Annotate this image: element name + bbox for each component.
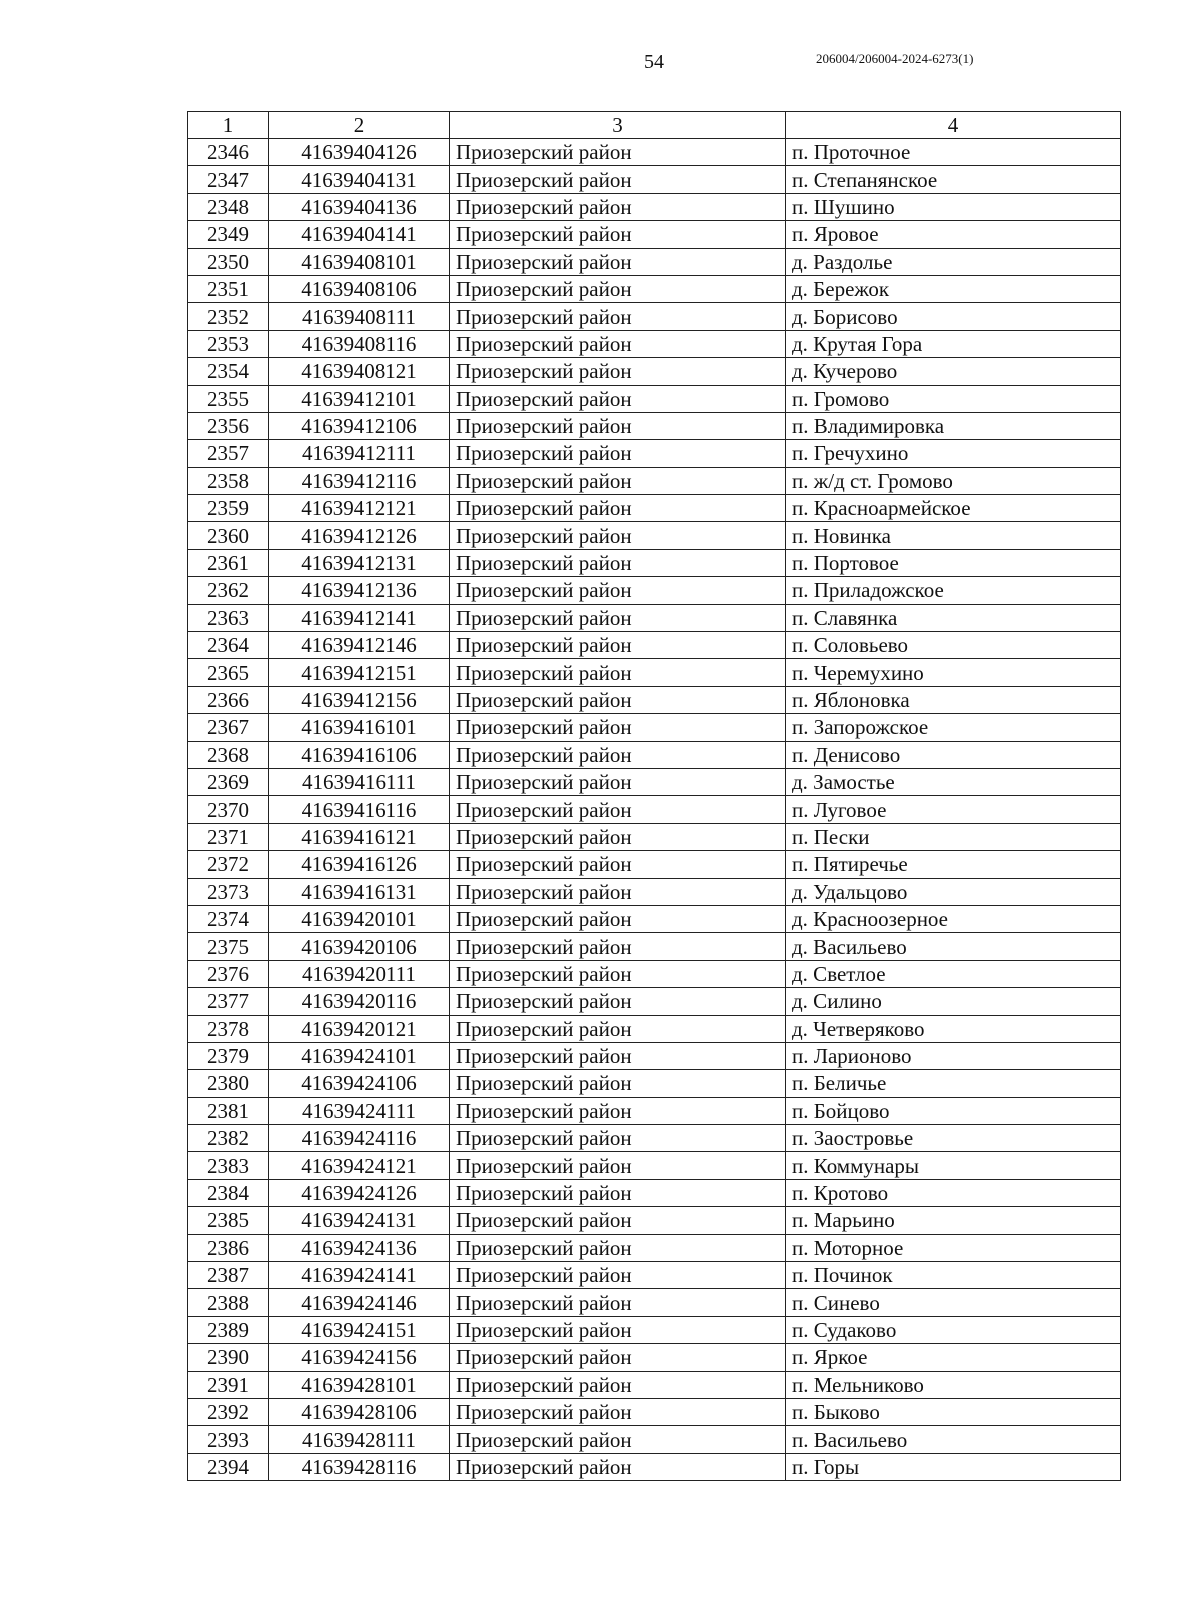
code-cell: 41639428106 <box>269 1398 450 1425</box>
settlement-cell: п. Заостровье <box>786 1125 1121 1152</box>
code-cell: 41639416101 <box>269 714 450 741</box>
row-number-cell: 2348 <box>188 193 269 220</box>
table-row <box>188 467 1121 494</box>
row-number-cell: 2387 <box>188 1262 269 1289</box>
settlement-cell: п. Беличье <box>786 1070 1121 1097</box>
row-number-cell: 2372 <box>188 851 269 878</box>
region-cell: Приозерский район <box>450 1398 786 1425</box>
settlement-cell: д. Раздолье <box>786 248 1121 275</box>
region-cell: Приозерский район <box>450 330 786 357</box>
settlement-cell: п. Шушино <box>786 193 1121 220</box>
column-header-2: 2 <box>269 112 450 139</box>
settlement-cell: п. Пески <box>786 823 1121 850</box>
code-cell: 41639428111 <box>269 1426 450 1453</box>
region-cell: Приозерский район <box>450 1426 786 1453</box>
table-row <box>188 933 1121 960</box>
region-cell: Приозерский район <box>450 248 786 275</box>
code-cell: 41639412121 <box>269 495 450 522</box>
settlement-cell: п. Починок <box>786 1262 1121 1289</box>
column-header-4: 4 <box>786 112 1121 139</box>
table-header <box>188 112 1121 139</box>
region-cell: Приозерский район <box>450 1179 786 1206</box>
region-cell: Приозерский район <box>450 385 786 412</box>
row-number-cell: 2373 <box>188 878 269 905</box>
table-row <box>188 1179 1121 1206</box>
settlement-cell: д. Борисово <box>786 303 1121 330</box>
code-cell: 41639424121 <box>269 1152 450 1179</box>
row-number-cell: 2350 <box>188 248 269 275</box>
table-row <box>188 385 1121 412</box>
region-cell: Приозерский район <box>450 1070 786 1097</box>
settlement-cell: п. Пятиречье <box>786 851 1121 878</box>
settlement-cell: п. Судаково <box>786 1316 1121 1343</box>
settlement-cell: д. Кучерово <box>786 358 1121 385</box>
table-row <box>188 1207 1121 1234</box>
settlement-cell: д. Бережок <box>786 275 1121 302</box>
row-number-cell: 2377 <box>188 988 269 1015</box>
table-row <box>188 768 1121 795</box>
settlement-cell: п. Коммунары <box>786 1152 1121 1179</box>
settlement-cell: п. Горы <box>786 1453 1121 1480</box>
code-cell: 41639424126 <box>269 1179 450 1206</box>
region-cell: Приозерский район <box>450 358 786 385</box>
row-number-cell: 2386 <box>188 1234 269 1261</box>
code-cell: 41639408116 <box>269 330 450 357</box>
table-row <box>188 1042 1121 1069</box>
region-cell: Приозерский район <box>450 604 786 631</box>
code-cell: 41639420111 <box>269 960 450 987</box>
region-cell: Приозерский район <box>450 1371 786 1398</box>
region-cell: Приозерский район <box>450 851 786 878</box>
row-number-cell: 2392 <box>188 1398 269 1425</box>
settlement-cell: п. Степанянское <box>786 166 1121 193</box>
code-cell: 41639428101 <box>269 1371 450 1398</box>
row-number-cell: 2351 <box>188 275 269 302</box>
settlement-cell: д. Васильево <box>786 933 1121 960</box>
row-number-cell: 2369 <box>188 768 269 795</box>
region-cell: Приозерский район <box>450 166 786 193</box>
region-cell: Приозерский район <box>450 659 786 686</box>
table-row <box>188 905 1121 932</box>
settlement-cell: д. Четверяково <box>786 1015 1121 1042</box>
table-row <box>188 604 1121 631</box>
row-number-cell: 2375 <box>188 933 269 960</box>
header-row <box>188 112 1121 139</box>
region-cell: Приозерский район <box>450 1015 786 1042</box>
settlement-cell: п. Владимировка <box>786 412 1121 439</box>
region-cell: Приозерский район <box>450 577 786 604</box>
table-row <box>188 440 1121 467</box>
table-row <box>188 522 1121 549</box>
row-number-cell: 2353 <box>188 330 269 357</box>
region-cell: Приозерский район <box>450 1262 786 1289</box>
region-cell: Приозерский район <box>450 440 786 467</box>
row-number-cell: 2361 <box>188 549 269 576</box>
region-cell: Приозерский район <box>450 522 786 549</box>
settlements-table <box>187 111 1121 1481</box>
row-number-cell: 2366 <box>188 686 269 713</box>
code-cell: 41639416111 <box>269 768 450 795</box>
table-row <box>188 248 1121 275</box>
row-number-cell: 2382 <box>188 1125 269 1152</box>
row-number-cell: 2356 <box>188 412 269 439</box>
page-number: 54 <box>644 51 664 73</box>
table-body <box>188 139 1121 1481</box>
column-header-3: 3 <box>450 112 786 139</box>
code-cell: 41639412151 <box>269 659 450 686</box>
row-number-cell: 2358 <box>188 467 269 494</box>
row-number-cell: 2346 <box>188 139 269 166</box>
region-cell: Приозерский район <box>450 495 786 522</box>
code-cell: 41639412101 <box>269 385 450 412</box>
row-number-cell: 2363 <box>188 604 269 631</box>
code-cell: 41639420121 <box>269 1015 450 1042</box>
code-cell: 41639408101 <box>269 248 450 275</box>
code-cell: 41639412156 <box>269 686 450 713</box>
table-row <box>188 823 1121 850</box>
table-row <box>188 1097 1121 1124</box>
row-number-cell: 2376 <box>188 960 269 987</box>
table-row <box>188 139 1121 166</box>
region-cell: Приозерский район <box>450 796 786 823</box>
table-row <box>188 851 1121 878</box>
row-number-cell: 2389 <box>188 1316 269 1343</box>
table-row <box>188 166 1121 193</box>
table-row <box>188 1262 1121 1289</box>
column-header-1: 1 <box>188 112 269 139</box>
row-number-cell: 2379 <box>188 1042 269 1069</box>
code-cell: 41639424101 <box>269 1042 450 1069</box>
table-row <box>188 1289 1121 1316</box>
code-cell: 41639416106 <box>269 741 450 768</box>
region-cell: Приозерский район <box>450 1125 786 1152</box>
code-cell: 41639424141 <box>269 1262 450 1289</box>
table-row <box>188 303 1121 330</box>
table-row <box>188 988 1121 1015</box>
settlement-cell: п. Приладожское <box>786 577 1121 604</box>
region-cell: Приозерский район <box>450 1453 786 1480</box>
region-cell: Приозерский район <box>450 988 786 1015</box>
settlement-cell: п. Соловьево <box>786 632 1121 659</box>
row-number-cell: 2349 <box>188 221 269 248</box>
region-cell: Приозерский район <box>450 221 786 248</box>
code-cell: 41639412136 <box>269 577 450 604</box>
table-row <box>188 221 1121 248</box>
settlement-cell: п. Синево <box>786 1289 1121 1316</box>
region-cell: Приозерский район <box>450 1152 786 1179</box>
table-row <box>188 741 1121 768</box>
row-number-cell: 2380 <box>188 1070 269 1097</box>
settlement-cell: п. Кротово <box>786 1179 1121 1206</box>
code-cell: 41639412141 <box>269 604 450 631</box>
region-cell: Приозерский район <box>450 1289 786 1316</box>
settlement-cell: п. Васильево <box>786 1426 1121 1453</box>
row-number-cell: 2352 <box>188 303 269 330</box>
region-cell: Приозерский район <box>450 412 786 439</box>
settlement-cell: п. Яблоновка <box>786 686 1121 713</box>
code-cell: 41639424146 <box>269 1289 450 1316</box>
table-row <box>188 632 1121 659</box>
table-row <box>188 714 1121 741</box>
row-number-cell: 2390 <box>188 1344 269 1371</box>
settlement-cell: п. Запорожское <box>786 714 1121 741</box>
row-number-cell: 2359 <box>188 495 269 522</box>
settlement-cell: п. Гречухино <box>786 440 1121 467</box>
row-number-cell: 2355 <box>188 385 269 412</box>
table-row <box>188 577 1121 604</box>
row-number-cell: 2383 <box>188 1152 269 1179</box>
table-row <box>188 878 1121 905</box>
code-cell: 41639424156 <box>269 1344 450 1371</box>
row-number-cell: 2364 <box>188 632 269 659</box>
row-number-cell: 2391 <box>188 1371 269 1398</box>
table-row <box>188 330 1121 357</box>
row-number-cell: 2370 <box>188 796 269 823</box>
settlement-cell: д. Удальцово <box>786 878 1121 905</box>
row-number-cell: 2365 <box>188 659 269 686</box>
row-number-cell: 2354 <box>188 358 269 385</box>
region-cell: Приозерский район <box>450 1042 786 1069</box>
settlement-cell: д. Крутая Гора <box>786 330 1121 357</box>
settlement-cell: п. Портовое <box>786 549 1121 576</box>
code-cell: 41639416131 <box>269 878 450 905</box>
row-number-cell: 2360 <box>188 522 269 549</box>
region-cell: Приозерский район <box>450 139 786 166</box>
row-number-cell: 2378 <box>188 1015 269 1042</box>
code-cell: 41639424151 <box>269 1316 450 1343</box>
region-cell: Приозерский район <box>450 1316 786 1343</box>
table-row <box>188 1453 1121 1480</box>
code-cell: 41639420106 <box>269 933 450 960</box>
region-cell: Приозерский район <box>450 193 786 220</box>
code-cell: 41639424136 <box>269 1234 450 1261</box>
settlement-cell: п. Бойцово <box>786 1097 1121 1124</box>
code-cell: 41639412131 <box>269 549 450 576</box>
settlement-cell: п. Луговое <box>786 796 1121 823</box>
region-cell: Приозерский район <box>450 823 786 850</box>
settlement-cell: п. Яркое <box>786 1344 1121 1371</box>
row-number-cell: 2368 <box>188 741 269 768</box>
table-row <box>188 193 1121 220</box>
table-row <box>188 549 1121 576</box>
settlement-cell: п. Громово <box>786 385 1121 412</box>
region-cell: Приозерский район <box>450 549 786 576</box>
settlement-cell: д. Силино <box>786 988 1121 1015</box>
table-row <box>188 412 1121 439</box>
code-cell: 41639416126 <box>269 851 450 878</box>
code-cell: 41639416116 <box>269 796 450 823</box>
code-cell: 41639412116 <box>269 467 450 494</box>
settlement-cell: п. Проточное <box>786 139 1121 166</box>
code-cell: 41639424111 <box>269 1097 450 1124</box>
table-row <box>188 1344 1121 1371</box>
region-cell: Приозерский район <box>450 1234 786 1261</box>
row-number-cell: 2371 <box>188 823 269 850</box>
row-number-cell: 2384 <box>188 1179 269 1206</box>
region-cell: Приозерский район <box>450 303 786 330</box>
code-cell: 41639404136 <box>269 193 450 220</box>
table-row <box>188 796 1121 823</box>
row-number-cell: 2385 <box>188 1207 269 1234</box>
code-cell: 41639408106 <box>269 275 450 302</box>
settlement-cell: п. Денисово <box>786 741 1121 768</box>
code-cell: 41639408111 <box>269 303 450 330</box>
code-cell: 41639424106 <box>269 1070 450 1097</box>
table-row <box>188 686 1121 713</box>
region-cell: Приозерский район <box>450 275 786 302</box>
table-row <box>188 275 1121 302</box>
settlement-cell: д. Замостье <box>786 768 1121 795</box>
row-number-cell: 2381 <box>188 1097 269 1124</box>
table-row <box>188 1125 1121 1152</box>
code-cell: 41639404126 <box>269 139 450 166</box>
region-cell: Приозерский район <box>450 1207 786 1234</box>
row-number-cell: 2374 <box>188 905 269 932</box>
table-row <box>188 1426 1121 1453</box>
code-cell: 41639404141 <box>269 221 450 248</box>
row-number-cell: 2357 <box>188 440 269 467</box>
code-cell: 41639420101 <box>269 905 450 932</box>
settlement-cell: д. Красноозерное <box>786 905 1121 932</box>
code-cell: 41639412106 <box>269 412 450 439</box>
document-code: 206004/206004-2024-6273(1) <box>816 51 974 66</box>
code-cell: 41639412146 <box>269 632 450 659</box>
table-row <box>188 659 1121 686</box>
table-row <box>188 1234 1121 1261</box>
row-number-cell: 2393 <box>188 1426 269 1453</box>
region-cell: Приозерский район <box>450 1344 786 1371</box>
code-cell: 41639428116 <box>269 1453 450 1480</box>
region-cell: Приозерский район <box>450 933 786 960</box>
region-cell: Приозерский район <box>450 741 786 768</box>
region-cell: Приозерский район <box>450 1097 786 1124</box>
code-cell: 41639424131 <box>269 1207 450 1234</box>
code-cell: 41639420116 <box>269 988 450 1015</box>
settlement-cell: п. Новинка <box>786 522 1121 549</box>
row-number-cell: 2347 <box>188 166 269 193</box>
region-cell: Приозерский район <box>450 768 786 795</box>
settlement-cell: п. Черемухино <box>786 659 1121 686</box>
table-row <box>188 1371 1121 1398</box>
code-cell: 41639412111 <box>269 440 450 467</box>
code-cell: 41639412126 <box>269 522 450 549</box>
settlement-cell: п. Быково <box>786 1398 1121 1425</box>
settlement-cell: п. Марьино <box>786 1207 1121 1234</box>
code-cell: 41639408121 <box>269 358 450 385</box>
table-row <box>188 1316 1121 1343</box>
region-cell: Приозерский район <box>450 632 786 659</box>
region-cell: Приозерский район <box>450 905 786 932</box>
row-number-cell: 2388 <box>188 1289 269 1316</box>
code-cell: 41639404131 <box>269 166 450 193</box>
code-cell: 41639424116 <box>269 1125 450 1152</box>
settlement-cell: п. ж/д ст. Громово <box>786 467 1121 494</box>
table-row <box>188 495 1121 522</box>
table-row <box>188 1152 1121 1179</box>
row-number-cell: 2367 <box>188 714 269 741</box>
region-cell: Приозерский район <box>450 714 786 741</box>
table-row <box>188 1015 1121 1042</box>
settlement-cell: п. Ларионово <box>786 1042 1121 1069</box>
settlement-cell: п. Яровое <box>786 221 1121 248</box>
settlement-cell: п. Славянка <box>786 604 1121 631</box>
region-cell: Приозерский район <box>450 960 786 987</box>
settlement-cell: п. Мельниково <box>786 1371 1121 1398</box>
settlement-cell: п. Моторное <box>786 1234 1121 1261</box>
row-number-cell: 2394 <box>188 1453 269 1480</box>
table-row <box>188 1070 1121 1097</box>
table-row <box>188 1398 1121 1425</box>
region-cell: Приозерский район <box>450 686 786 713</box>
region-cell: Приозерский район <box>450 878 786 905</box>
table-row <box>188 960 1121 987</box>
code-cell: 41639416121 <box>269 823 450 850</box>
settlement-cell: д. Светлое <box>786 960 1121 987</box>
row-number-cell: 2362 <box>188 577 269 604</box>
table-row <box>188 358 1121 385</box>
settlement-cell: п. Красноармейское <box>786 495 1121 522</box>
region-cell: Приозерский район <box>450 467 786 494</box>
